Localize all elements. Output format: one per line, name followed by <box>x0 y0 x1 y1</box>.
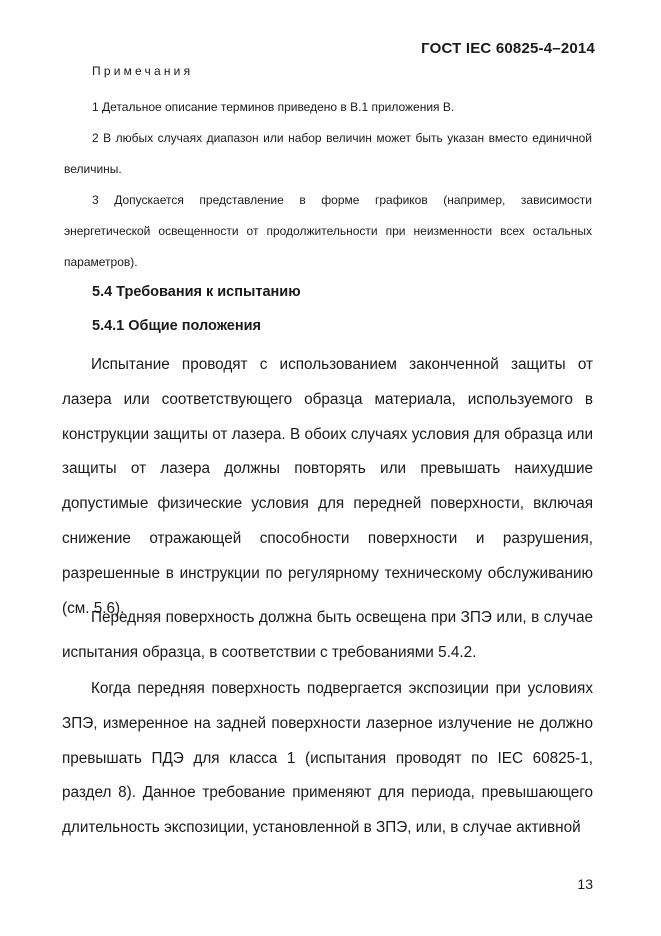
paragraph-2: Передняя поверхность должна быть освещена при ЗПЭ или, в случае испытания образца, в соответствии с требованиями 5.4.2. <box>62 609 593 661</box>
page-number: 13 <box>577 876 593 892</box>
note-3: 3 Допускается представление в форме графиков (например, зависимости энергетической освещенности от продолжительности при неизменности всех остальных параметров). <box>64 193 592 269</box>
document-header: ГОСТ IEC 60825-4–2014 <box>421 40 595 57</box>
section-heading: 5.4 Требования к испытанию <box>92 284 301 300</box>
notes-title: Примечания <box>92 64 194 78</box>
subsection-heading: 5.4.1 Общие положения <box>92 318 261 334</box>
note-1: 1 Детальное описание терминов приведено в В.1 приложения В. <box>92 100 455 114</box>
note-2: 2 В любых случаях диапазон или набор величин может быть указан вместо единичной величины. <box>64 131 592 176</box>
paragraph-1: Испытание проводят с использованием законченной защиты от лазера или соответствующего образца материала, используемого в конструкции защиты от лазера. В обоих случаях условия для образца или защиты от лазера должны повторять или превышать наихудшие допустимые физические условия для передней поверхности, включая снижение отражающей способности поверхности и разрушения, разрешенные в инструкции по регулярному техническому обслуживанию (см. 5.6). <box>62 356 593 617</box>
paragraph-3: Когда передняя поверхность подвергается экспозиции при условиях ЗПЭ, измеренное на задней поверхности лазерное излучение не должно превышать ПДЭ для класса 1 (испытания проводят по IEC 60825-1, раздел 8). Данное требование применяют для периода, превышающего длительность экспозиции, установленной в ЗПЭ, или, в случае активной <box>62 680 593 837</box>
